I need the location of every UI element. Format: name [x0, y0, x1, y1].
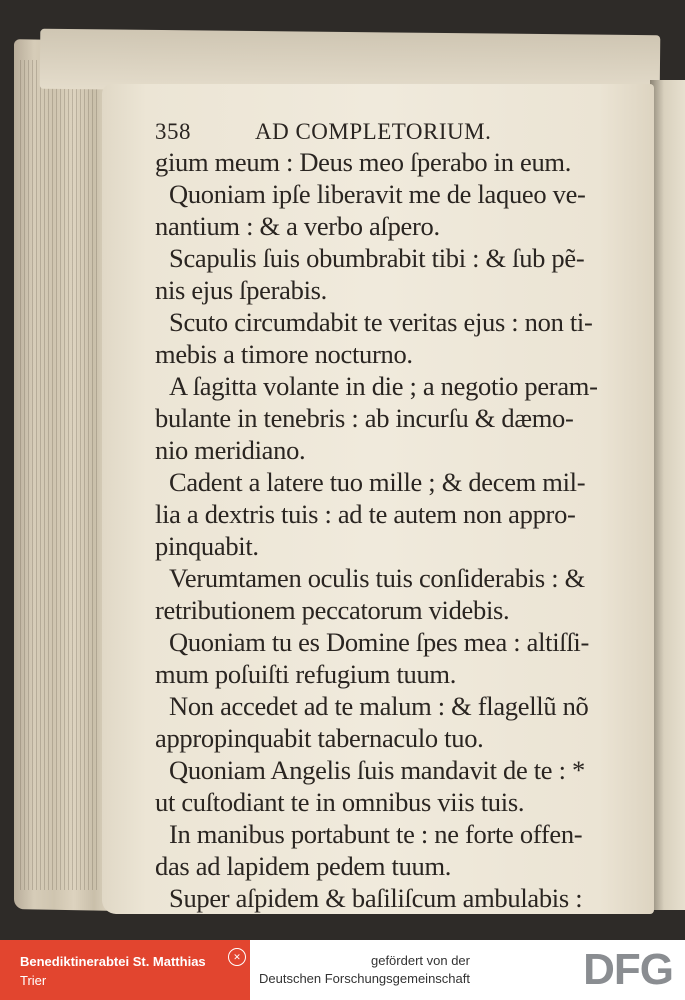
text-line: pinquabit. [155, 530, 259, 561]
funding-text [259, 952, 470, 988]
text-line: Quoniam ipſe liberavit me de laqueo ve- [169, 178, 586, 209]
page-text [155, 118, 625, 915]
text-line: lia a dextris tuis : ad te autem non appro- [155, 498, 576, 529]
funding-line-1: gefördert von der [370, 953, 470, 968]
funding-line-2: Deutschen Forschungsgemeinschaft [258, 971, 470, 986]
text-line: A ſagitta volante in die ; a negotio peram- [169, 370, 598, 401]
institution-city: Trier [20, 973, 47, 988]
text-line: mebis a timore nocturno. [155, 338, 413, 369]
text-line: Quoniam tu es Domine ſpes mea : altiſſi- [169, 626, 590, 657]
text-line: Quoniam Angelis ſuis mandavit de te : * [169, 754, 585, 785]
text-line: Super aſpidem & baſiliſcum ambulabis : [169, 882, 583, 913]
running-title: AD COMPLETORIUM. [255, 119, 492, 144]
page-edge-lines [20, 60, 100, 890]
page-number: 358 [155, 119, 191, 144]
text-line: In manibus portabunt te : ne forte offen- [169, 818, 583, 849]
text-line: Cadent a latere tuo mille ; & decem mil- [169, 466, 586, 497]
text-line: Scuto circumdabit te veritas ejus : non ti- [169, 306, 593, 337]
text-line: mum poſuiſti refugium tuum. [155, 658, 457, 689]
text-line: nio meridiano. [155, 434, 306, 465]
text-line: gium meum : Deus meo ſperabo in eum. [155, 146, 572, 177]
text-line: Verumtamen oculis tuis conſiderabis : & [169, 562, 585, 593]
facing-page-edge [650, 80, 685, 910]
footer-bar [0, 940, 685, 1000]
text-line: nantium : & a verbo aſpero. [155, 210, 440, 241]
text-lines [155, 147, 625, 915]
page-header [155, 118, 625, 146]
text-line: appropinquabit tabernaculo tuo. [155, 722, 484, 753]
institution-logo-icon: ✕ [228, 948, 246, 966]
text-line: retributionem peccatorum videbis. [155, 594, 510, 625]
text-line: ut cuſtodiant te in omnibus viis tuis. [155, 786, 525, 817]
text-line: bulante in tenebris : ab incurſu & dæmo- [155, 402, 574, 433]
institution-banner [0, 940, 250, 1000]
text-line: Non accedet ad te malum : & flagellũ nõ [169, 690, 589, 721]
text-line: Scapulis ſuis obumbrabit tibi : & ſub pẽ- [169, 242, 585, 273]
text-line: nis ejus ſperabis. [155, 274, 327, 305]
text-line: das ad lapidem pedem tuum. [155, 850, 452, 881]
dfg-logo: DFG [583, 945, 673, 994]
institution-name: Benediktinerabtei St. Matthias [20, 954, 206, 969]
